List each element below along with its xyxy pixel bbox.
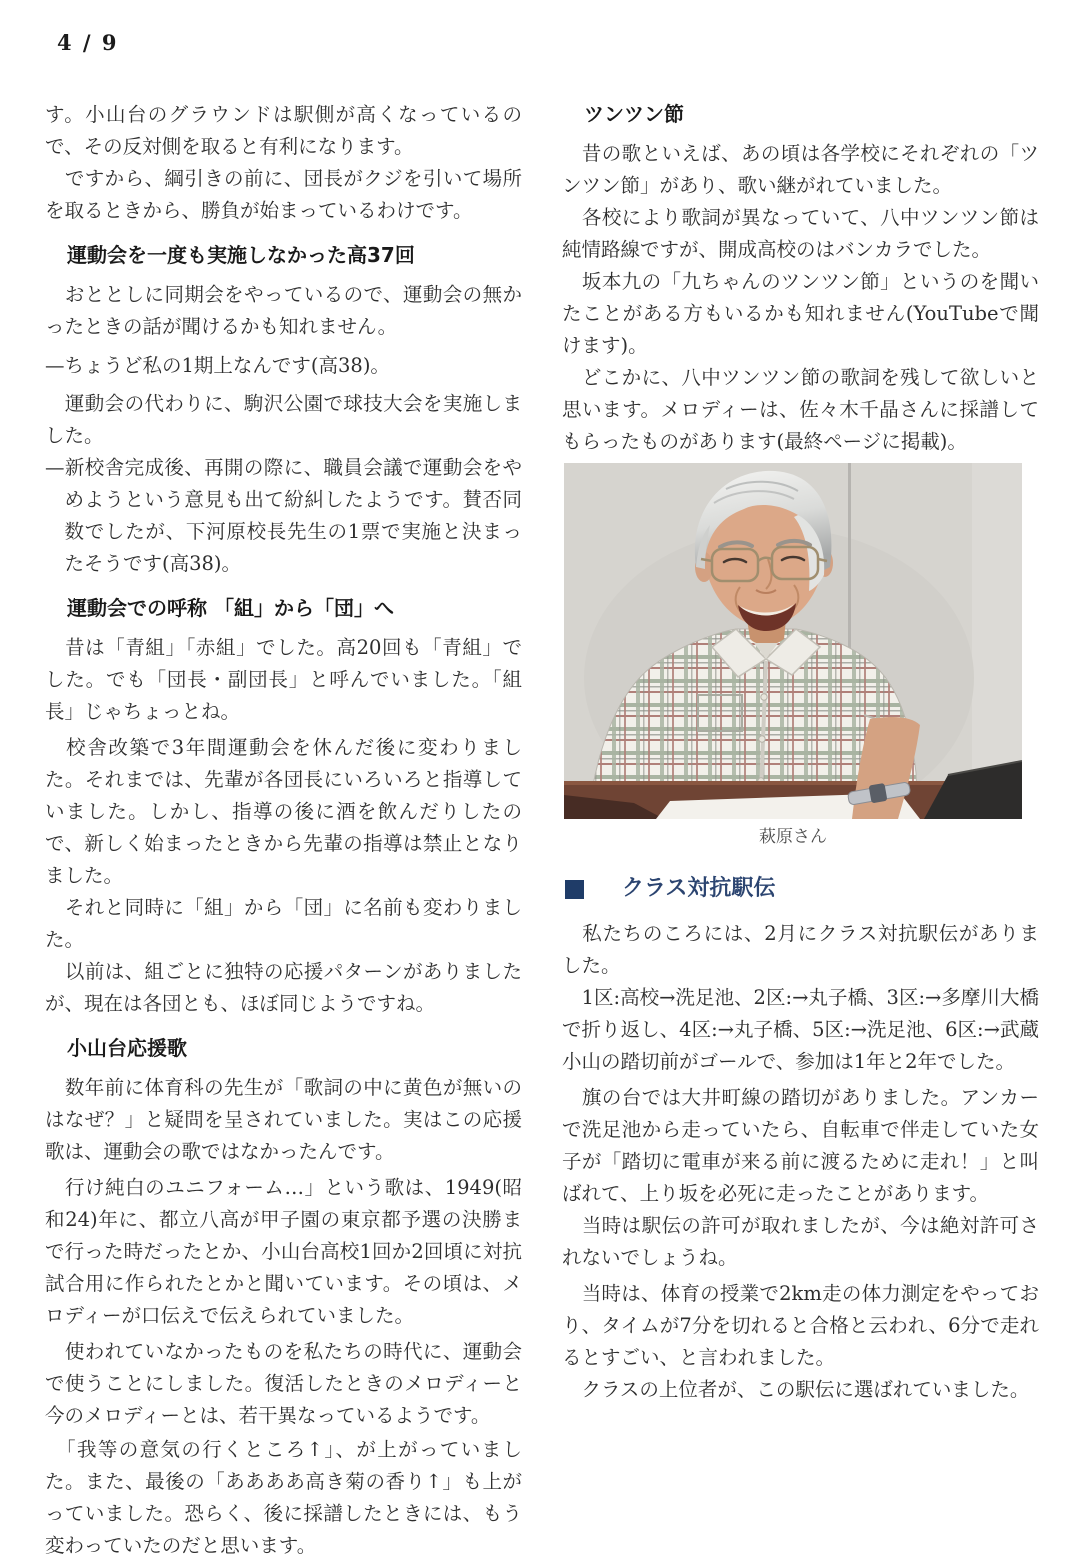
- section-heading-undokai-37: 運動会を一度も実施しなかった高37回: [67, 243, 415, 267]
- body-paragraph: どこかに、八中ツンツン節の歌詞を残して欲しいと思います。メロディーは、佐々木千晶さんに採譜してもらったものがあります(最終ページに掲載)。: [562, 366, 1039, 453]
- section-heading-tsuntsun: ツンツン節: [584, 102, 684, 126]
- section-heading-ekiden: [562, 875, 1039, 903]
- section-heading-koshou: 運動会での呼称 「組」から「団」へ: [67, 596, 394, 620]
- body-paragraph: 私たちのころには、2月にクラス対抗駅伝がありました。: [562, 922, 1039, 977]
- body-paragraph: 行け純白のユニフォーム…」という歌は、1949(昭和24)年に、都立八高が甲子園の東京都予選の決勝まで行った時だったとか、小山台高校1回か2回頃に対抗試合用に作られたとかと聞いています。その頃は、メロディーが口伝えで伝えられていました。: [45, 1176, 522, 1327]
- body-paragraph: 昔の歌といえば、あの頃は各学校にそれぞれの「ツンツン節」があり、歌い継がれていました。: [562, 142, 1039, 197]
- body-paragraph: ですから、綱引きの前に、団長がクジを引いて場所を取るときから、勝負が始まっているわけです。: [45, 167, 522, 222]
- body-paragraph: 旗の台では大井町線の踏切がありました。アンカーで洗足池から走っていたら、自転車で伴走していた女子が「踏切に電車が来る前に渡るために走れ！」と叫ばれて、上り坂を必死に走ったことがあります。: [562, 1086, 1039, 1205]
- right-column: [562, 99, 1039, 1406]
- body-paragraph: 以前は、組ごとに独特の応援パターンがありましたが、現在は各団とも、ほぼ同じようですね。: [45, 960, 522, 1015]
- left-column: [45, 99, 522, 1562]
- hagiwara-portrait-illustration: [564, 463, 1022, 819]
- body-paragraph: す。小山台のグラウンドは駅側が高くなっているので、その反対側を取ると有利になります。: [45, 103, 522, 158]
- body-paragraph: 使われていなかったものを私たちの時代に、運動会で使うことにしました。復活したときのメロディーと今のメロディーとは、若干異なっているようです。: [45, 1340, 522, 1427]
- section-heading-label: クラス対抗駅伝: [622, 876, 776, 901]
- body-paragraph: クラスの上位者が、この駅伝に選ばれていました。: [562, 1378, 1030, 1401]
- body-paragraph: 昔は「青組」「赤組」でした。高20回も「青組」でした。でも「団長・副団長」と呼んでいました。「組長」じゃちょっとね。: [45, 636, 522, 723]
- body-paragraph: それと同時に「組」から「団」に名前も変わりました。: [45, 896, 522, 951]
- body-paragraph: 校舎改築で3年間運動会を休んだ後に変わりました。それまでは、先輩が各団長にいろいろと指導していました。しかし、指導の後に酒を飲んだりしたので、新しく始まったときから先輩の指導は禁止となりました。: [45, 736, 522, 887]
- body-paragraph: おととしに同期会をやっているので、運動会の無かったときの話が聞けるかも知れません。: [45, 283, 522, 338]
- body-paragraph: 1区:高校→洗足池、2区:→丸子橋、3区:→多摩川大橋で折り返し、4区:→丸子橋、5区:→洗足池、6区:→武蔵小山の踏切前がゴールで、参加は1年と2年でした。: [562, 986, 1039, 1073]
- photo-caption: 萩原さん: [759, 827, 827, 847]
- body-paragraph: 坂本九の「九ちゃんのツンツン節」というのを聞いたことがある方もいるかも知れません(YouTubeで聞けます)。: [562, 270, 1039, 357]
- square-bullet-icon: [565, 880, 584, 899]
- interviewer-remark: —ちょうど私の1期上なんです(高38)。: [45, 354, 390, 377]
- body-paragraph: 当時は駅伝の許可が取れましたが、今は絶対許可されないでしょうね。: [562, 1214, 1039, 1269]
- body-paragraph: 当時は、体育の授業で2km走の体力測定をやっており、タイムが7分を切れると合格と云われ、6分で走れるとすごい、と言われました。: [562, 1282, 1039, 1369]
- body-paragraph: 運動会の代わりに、駒沢公園で球技大会を実施しました。: [45, 392, 522, 447]
- body-paragraph: 各校により歌詞が異なっていて、八中ツンツン節は純情路線ですが、開成高校のはバンカラでした。: [562, 206, 1039, 261]
- body-paragraph: 「我等の意気の行くところ↑」、が上がっていました。また、最後の「ああああ高き菊の香り↑」も上がっていました。恐らく、後に採譜したときには、もう変わっていたのだと思います。: [45, 1438, 522, 1557]
- interviewer-remark: —新校舎完成後、再開の際に、職員会議で運動会をやめようという意見も出て紛糾したようです。賛否同数でしたが、下河原校長先生の1票で実施と決まったそうです(高38)。: [45, 456, 522, 575]
- interview-photo: [564, 463, 1022, 848]
- body-paragraph: 数年前に体育科の先生が「歌詞の中に黄色が無いのはなぜ？」と疑問を呈されていました。実はこの応援歌は、運動会の歌ではなかったんです。: [45, 1076, 522, 1163]
- page-number: 4 / 9: [57, 30, 119, 55]
- section-heading-ouenka: 小山台応援歌: [67, 1036, 187, 1060]
